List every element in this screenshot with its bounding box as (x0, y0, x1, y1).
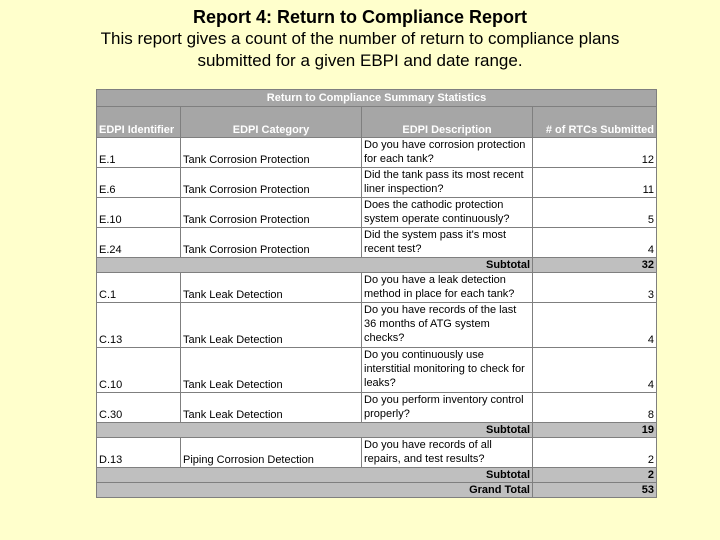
row-count: 8 (533, 393, 657, 423)
report-title: Report 4: Return to Compliance Report (192, 7, 528, 27)
row-count: 4 (533, 303, 657, 348)
row-category: Tank Leak Detection (181, 303, 362, 348)
table-row (97, 168, 657, 198)
row-description: Does the cathodic protection system operate continuously? (362, 198, 533, 228)
column-header-count: # of RTCs Submitted (533, 107, 657, 138)
row-category: Tank Corrosion Protection (181, 168, 362, 198)
subtotal-value: 2 (533, 468, 657, 483)
subtotal-value: 19 (533, 423, 657, 438)
row-category: Piping Corrosion Detection (181, 438, 362, 468)
row-identifier: C.1 (97, 273, 181, 303)
row-identifier: C.13 (97, 303, 181, 348)
table-row (97, 273, 657, 303)
row-identifier: E.6 (97, 168, 181, 198)
table-row (97, 438, 657, 468)
row-identifier: E.24 (97, 228, 181, 258)
row-category: Tank Leak Detection (181, 273, 362, 303)
subtotal-label: Subtotal (97, 468, 533, 483)
row-category: Tank Corrosion Protection (181, 138, 362, 168)
subtotal-label: Subtotal (97, 423, 533, 438)
report-subtitle-line-1: This report gives a count of the number of return to compliance plans (100, 29, 620, 48)
report-header (0, 6, 720, 72)
subtotal-label: Subtotal (97, 258, 533, 273)
subtotal-row (97, 258, 657, 273)
rtc-summary-table (96, 89, 657, 498)
row-identifier: C.30 (97, 393, 181, 423)
column-header-category: EDPI Category (181, 107, 362, 138)
table-row (97, 348, 657, 393)
row-count: 3 (533, 273, 657, 303)
subtotal-row (97, 468, 657, 483)
table-row (97, 138, 657, 168)
row-category: Tank Leak Detection (181, 393, 362, 423)
row-description: Do you have records of the last 36 months of ATG system checks? (362, 303, 533, 348)
row-count: 11 (533, 168, 657, 198)
row-count: 12 (533, 138, 657, 168)
row-count: 4 (533, 348, 657, 393)
row-description: Did the tank pass its most recent liner inspection? (362, 168, 533, 198)
row-description: Do you have a leak detection method in place for each tank? (362, 273, 533, 303)
report-subtitle-line-2: submitted for a given EBPI and date range. (197, 51, 523, 70)
table-header-row (97, 107, 657, 138)
subtotal-value: 32 (533, 258, 657, 273)
column-header-identifier: EDPI Identifier (97, 107, 181, 138)
row-identifier: E.1 (97, 138, 181, 168)
row-count: 4 (533, 228, 657, 258)
row-description: Did the system pass it's most recent test? (362, 228, 533, 258)
table-row (97, 228, 657, 258)
row-category: Tank Corrosion Protection (181, 228, 362, 258)
grand-total-label: Grand Total (97, 483, 533, 498)
row-identifier: C.10 (97, 348, 181, 393)
grand-total-value: 53 (533, 483, 657, 498)
row-identifier: D.13 (97, 438, 181, 468)
table-row (97, 393, 657, 423)
row-category: Tank Leak Detection (181, 348, 362, 393)
grand-total-row (97, 483, 657, 498)
row-description: Do you continuously use interstitial monitoring to check for leaks? (362, 348, 533, 393)
table-row (97, 303, 657, 348)
row-identifier: E.10 (97, 198, 181, 228)
row-description: Do you have corrosion protection for each tank? (362, 138, 533, 168)
table-banner-row (97, 90, 657, 107)
column-header-description: EDPI Description (362, 107, 533, 138)
subtotal-row (97, 423, 657, 438)
row-count: 5 (533, 198, 657, 228)
row-count: 2 (533, 438, 657, 468)
row-description: Do you perform inventory control properly? (362, 393, 533, 423)
table-banner: Return to Compliance Summary Statistics (97, 90, 657, 107)
row-category: Tank Corrosion Protection (181, 198, 362, 228)
row-description: Do you have records of all repairs, and test results? (362, 438, 533, 468)
table-row (97, 198, 657, 228)
